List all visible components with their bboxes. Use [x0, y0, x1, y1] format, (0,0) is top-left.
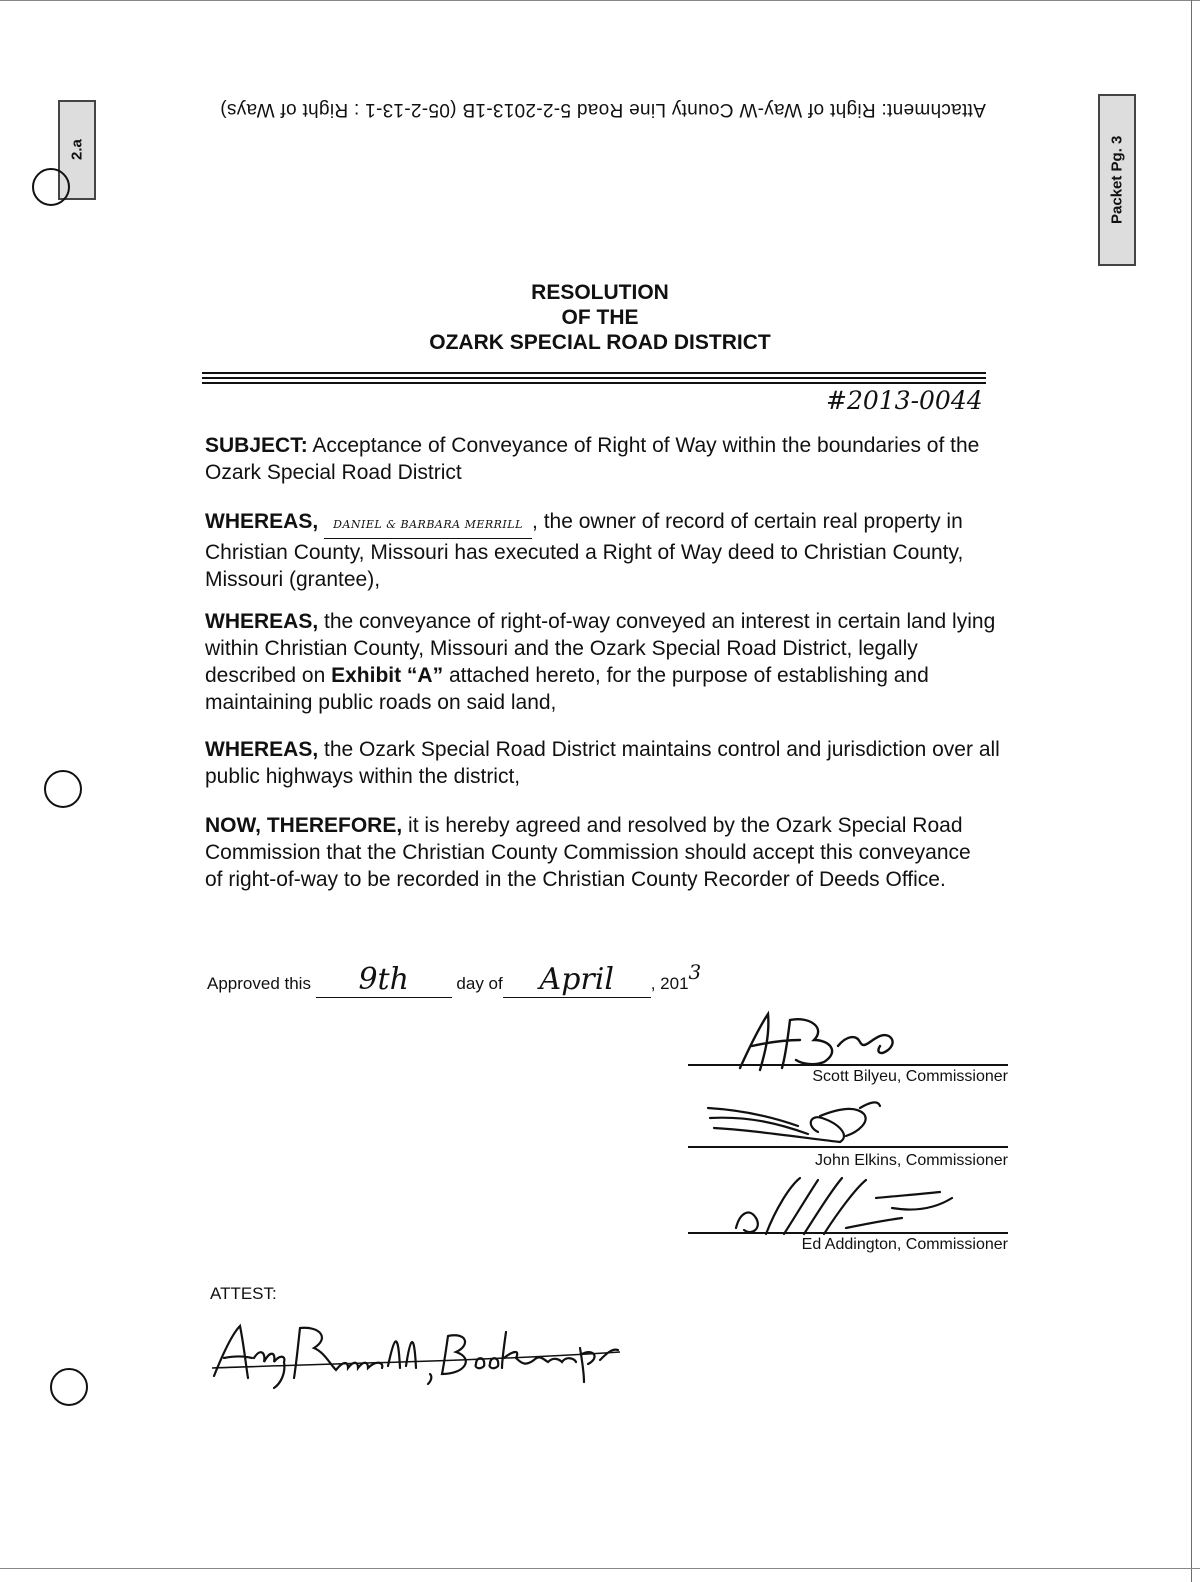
now-therefore-paragraph — [205, 812, 985, 893]
whereas-paragraph-1 — [205, 508, 1005, 593]
signature-line — [688, 1064, 1008, 1066]
subject-label: SUBJECT: — [205, 434, 308, 457]
whereas-paragraph-3 — [205, 736, 1005, 790]
approval-prefix: Approved this — [207, 974, 311, 993]
approval-year: , 201 — [650, 974, 689, 993]
whereas-label: WHEREAS, — [205, 738, 319, 761]
punch-hole-icon — [44, 770, 82, 808]
whereas-label: WHEREAS, — [205, 510, 319, 533]
signatory-name: John Elkins, Commissioner — [815, 1152, 1008, 1169]
whereas-label: WHEREAS, — [205, 610, 319, 633]
page-edge-bottom — [0, 1568, 1200, 1569]
owner-name-handwritten: DANIEL & BARBARA MERRILL — [324, 511, 532, 539]
attest-signature — [204, 1318, 624, 1390]
exhibit-reference: Exhibit “A” — [331, 664, 444, 687]
now-therefore-label: NOW, THEREFORE, — [205, 814, 403, 837]
page-edge-top — [0, 0, 1200, 1]
title-line-2: OF THE — [561, 306, 639, 329]
approval-month-handwritten: April — [503, 962, 651, 998]
whereas-2-text-before: the conveyance of right-of-way conveyed an interest in certain land lying within Christian County, Missouri and the Ozark Special Road District, legally described on — [205, 610, 996, 687]
signatory-name: Scott Bilyeu, Commissioner — [812, 1068, 1008, 1085]
agenda-item-tag: 2.a — [58, 100, 96, 200]
attest-label: ATTEST: — [210, 1284, 277, 1303]
subject-text: Acceptance of Conveyance of Right of Way within the boundaries of the Ozark Special Road District — [205, 434, 980, 484]
approval-year-handwritten: 3 — [688, 960, 702, 984]
attachment-header-upside-down: Attachment: Right of Way-W County Line Road 5-2-2013-1B (05-2-13-1 : Right of Ways) — [220, 99, 986, 120]
whereas-3-text: the Ozark Special Road District maintains control and jurisdiction over all public highways within the district, — [205, 738, 1000, 788]
signatory-name: Ed Addington, Commissioner — [801, 1236, 1008, 1253]
punch-hole-icon — [32, 168, 70, 206]
title-rule — [202, 372, 986, 374]
page-edge-right — [1191, 0, 1192, 1582]
approval-middle: day of — [456, 974, 503, 993]
whereas-paragraph-2 — [205, 608, 1005, 716]
approval-line — [207, 962, 701, 998]
title-rule — [202, 377, 986, 379]
signature-line — [688, 1232, 1008, 1234]
packet-page-tag: Packet Pg. 3 — [1098, 94, 1136, 266]
signature-line — [688, 1146, 1008, 1148]
subject-paragraph — [205, 432, 1005, 486]
approval-day-handwritten: 9th — [316, 962, 452, 998]
whereas-2-text-after: attached hereto, for the purpose of establishing and maintaining public roads on said land, — [205, 664, 929, 714]
title-rule — [202, 382, 986, 384]
now-therefore-text: it is hereby agreed and resolved by the Ozark Special Road Commission that the Christian County Commission should accept this conveyance of right-of-way to be recorded in the Christian County Recorder of Deeds Office. — [205, 814, 971, 891]
title-line-1: RESOLUTION — [531, 281, 669, 304]
whereas-1-text: , the owner of record of certain real property in Christian County, Missouri has executed a Right of Way deed to Christian County, Missouri (grantee), — [205, 510, 964, 591]
punch-hole-icon — [50, 1368, 88, 1406]
title-line-3: OZARK SPECIAL ROAD DISTRICT — [429, 331, 771, 354]
resolution-number: #2013-0044 — [826, 386, 983, 415]
